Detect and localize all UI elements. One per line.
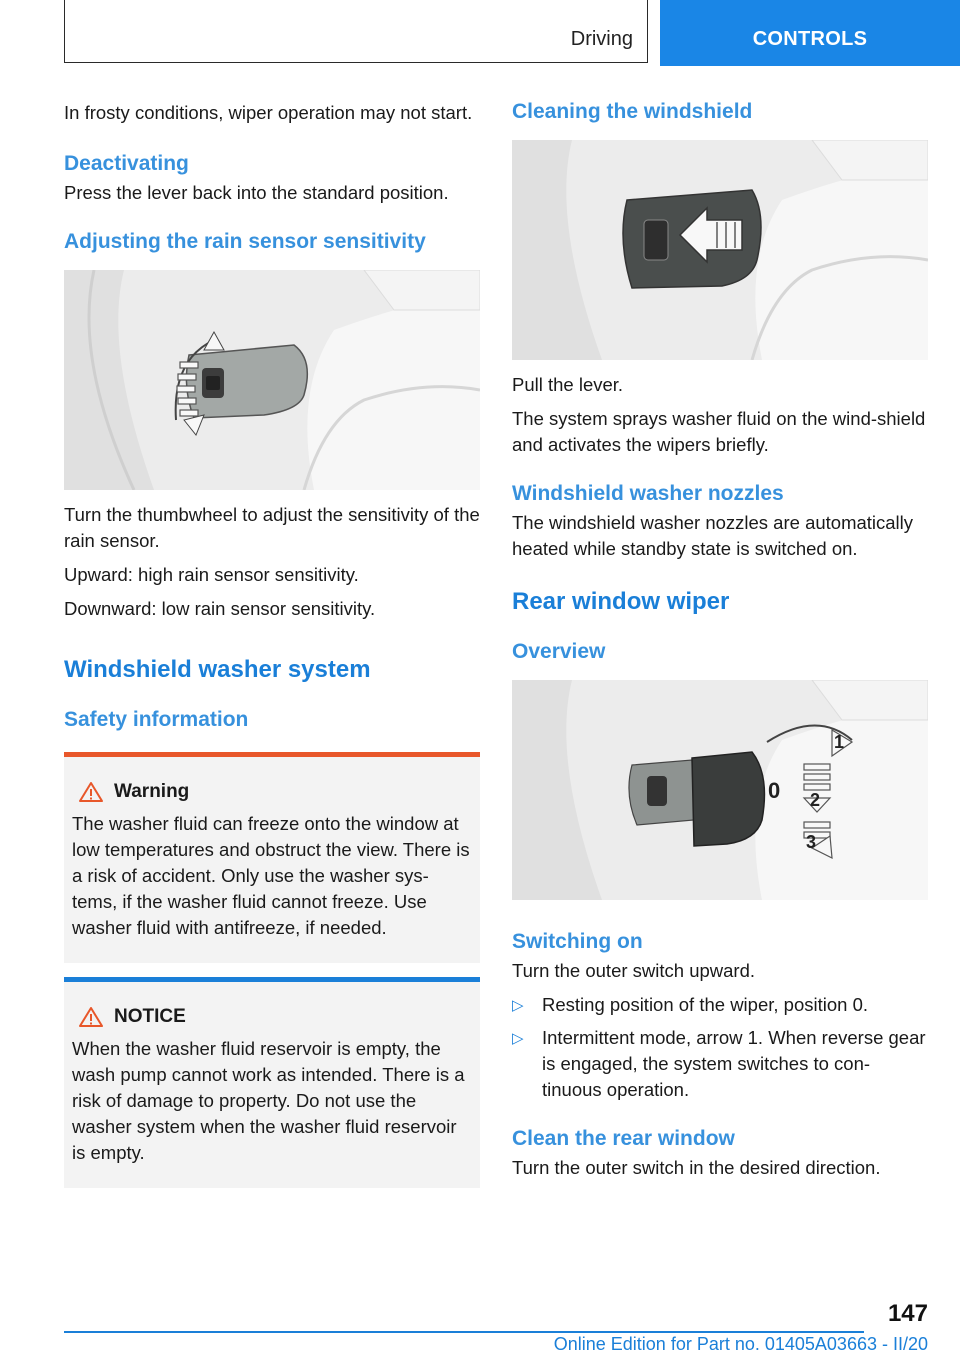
clean-rear-text: Turn the outer switch in the desired direction. [512,1157,881,1178]
notice-text: When the washer fluid reservoir is empty, the wash pump cannot work as intended. There is a risk of damage to property. Do not use the washer system when the washer fluid reservoir is empty. [72,1038,465,1163]
switching-list [512,992,928,1103]
switching-on-heading: Switching on [512,930,643,953]
warning-label: Warning [114,781,190,802]
list-item-text: Intermittent mode, arrow 1. When reverse gear is engaged, the system switches to con-tinuous operation. [542,1027,926,1100]
cleaning-windshield-illustration [512,140,928,360]
position-2-label: 2 [810,790,821,810]
list-item-text: Resting position of the wiper, position 0. [542,994,868,1015]
safety-info-heading: Safety information [64,708,249,731]
rain-sensor-heading: Adjusting the rain sensor sensitivity [64,230,426,253]
list-item [512,992,928,1019]
cleaning-windshield-heading: Cleaning the windshield [512,100,753,123]
section-tab [64,0,648,63]
switching-on-text: Turn the outer switch upward. [512,960,756,981]
pull-lever-text: Pull the lever. [512,374,624,395]
spray-text: The system sprays washer fluid on the wind-shield and activates the wipers briefly. [512,408,926,455]
warning-header [72,777,470,807]
notice-box [64,977,480,1188]
warning-box [64,752,480,963]
clean-rear-heading: Clean the rear window [512,1127,735,1150]
frost-text: In frosty conditions, wiper operation may not start. [64,102,473,123]
list-item [512,1025,928,1103]
nozzles-heading: Windshield washer nozzles [512,482,784,505]
nozzles-text: The windshield washer nozzles are automatically heated while standby state is switched on. [512,512,914,559]
notice-header [72,1002,470,1032]
position-0-label: 0 [768,778,781,803]
triangle-bullet-icon: ▷ [512,1030,524,1047]
rain-sensor-drawing [64,270,480,490]
overview-heading: Overview [512,640,606,663]
footer-rule [64,1331,864,1333]
position-3-label: 3 [806,832,817,852]
rear-wiper-drawing [512,680,928,900]
edition-footer: Online Edition for Part no. 01405A03663 - II/20 [553,1334,928,1354]
notice-label: NOTICE [114,1006,186,1027]
chapter-label: CONTROLS [752,28,868,50]
rear-wiper-heading: Rear window wiper [512,588,730,615]
downward-text: Downward: low rain sensor sensitivity. [64,598,376,619]
rain-sensor-illustration [64,270,480,490]
warning-text: The washer fluid can freeze onto the window at low temperatures and obstruct the view. There is a risk of accident. Only use the washer sys-tems, if the washer fluid cannot freeze. Use washer fluid with antifreeze, if needed. [72,813,470,938]
left-column [64,100,480,1188]
rear-wiper-illustration [512,680,928,900]
upward-text: Upward: high rain sensor sensitivity. [64,564,359,585]
warning-triangle-icon [78,781,104,803]
rain-sensor-text: Turn the thumbwheel to adjust the sensitivity of the rain sensor. [64,504,480,551]
right-column [512,100,928,1181]
windshield-lever-drawing [512,140,928,360]
chapter-tab [660,0,960,66]
notice-triangle-icon [78,1006,104,1028]
page-header [64,0,960,66]
position-1-label: 1 [834,732,845,752]
triangle-bullet-icon: ▷ [512,997,524,1014]
section-label: Driving [570,28,633,50]
deactivating-text: Press the lever back into the standard position. [64,182,449,203]
page-number: 147 [887,1300,928,1327]
deactivating-heading: Deactivating [64,152,189,175]
washer-system-heading: Windshield washer system [64,656,371,683]
